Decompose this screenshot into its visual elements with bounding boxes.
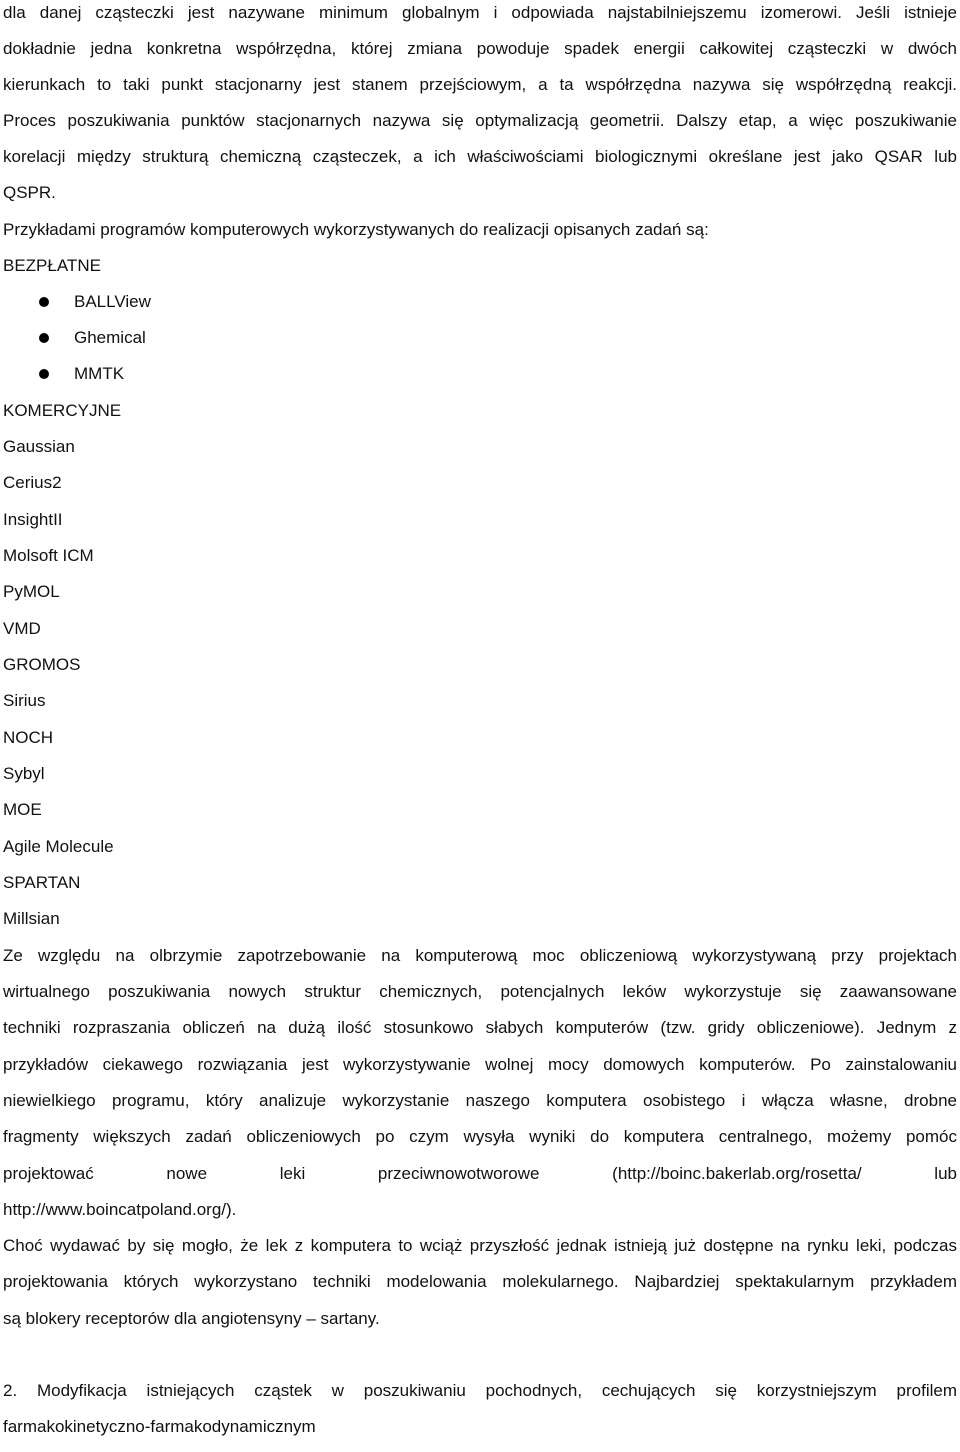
section-2-heading-line-2: farmakokinetyczno-farmakodynamicznym (3, 1417, 316, 1436)
paragraph-1-line-3: kierunkach to taki punkt stacjonarny jest stanem przejściowym, a ta współrzędna nazywa się współrzędną reakcji. (3, 75, 957, 94)
list-item-commercial-program: PyMOL (3, 582, 60, 601)
paragraph-3-line-2: projektowania których wykorzystano techniki modelowania molekularnego. Najbardziej spektakularnym przykładem (3, 1272, 957, 1291)
bullet-dot-icon (39, 297, 49, 307)
list-item-commercial-program: MOE (3, 800, 42, 819)
list-item-commercial-program: GROMOS (3, 655, 81, 674)
paragraph-2-line-2: wirtualnego poszukiwania nowych struktur chemicznych, potencjalnych leków wykorzystuje się zaawansowane (3, 982, 957, 1001)
list-item-commercial-program: Gaussian (3, 437, 75, 456)
list-item-commercial-program: VMD (3, 619, 41, 638)
bullet-dot-icon (39, 369, 49, 379)
list-item-commercial-program: InsightII (3, 510, 63, 529)
paragraph-2-line-3: techniki rozpraszania obliczeń na dużą ilość stosunkowo słabych komputerów (tzw. gridy obliczeniowe). Jednym z (3, 1018, 957, 1037)
paragraph-2-line-8: http://www.boincatpoland.org/). (3, 1200, 237, 1219)
free-program-label: Ghemical (74, 328, 146, 347)
list-item-commercial-program: NOCH (3, 728, 54, 747)
paragraph-2-line-4: przykładów ciekawego rozwiązania jest wykorzystywanie wolnej mocy domowych komputerów. Po zainstalowaniu (3, 1055, 957, 1074)
list-item-commercial-program: Agile Molecule (3, 837, 114, 856)
paragraph-3-line-3: są blokery receptorów dla angiotensyny – sartany. (3, 1309, 380, 1328)
list-item-commercial-program: Sirius (3, 691, 46, 710)
paragraph-2-line-1: Ze względu na olbrzymie zapotrzebowanie na komputerową moc obliczeniową wykorzystywaną przy projektach (3, 946, 957, 965)
paragraph-2-line-5: niewielkiego programu, który analizuje wykorzystanie naszego komputera osobistego i włącza własne, drobne (3, 1091, 957, 1110)
list-item-commercial-program: Cerius2 (3, 473, 62, 492)
paragraph-1-line-4: Proces poszukiwania punktów stacjonarnych nazywa się optymalizacją geometrii. Dalszy etap, a więc poszukiwanie (3, 111, 957, 130)
programs-intro: Przykładami programów komputerowych wykorzystywanych do realizacji opisanych zadań są: (3, 220, 709, 239)
list-item-commercial-program: Sybyl (3, 764, 45, 783)
paragraph-1-line-6: QSPR. (3, 183, 56, 202)
bullet-dot-icon (39, 333, 49, 343)
paragraph-1-line-5: korelacji między strukturą chemiczną cząsteczek, a ich właściwościami biologicznymi określane jest jako QSAR lub (3, 147, 957, 166)
section-2-heading-line-1: 2. Modyfikacja istniejących cząstek w poszukiwaniu pochodnych, cechujących się korzystniejszym profilem (3, 1381, 957, 1400)
free-program-label: BALLView (74, 292, 151, 311)
list-item-commercial-program: Molsoft ICM (3, 546, 94, 565)
paragraph-2-line-6: fragmenty większych zadań obliczeniowych po czym wysyła wyniki do komputera centralnego, możemy pomóc (3, 1127, 957, 1146)
list-item-commercial-program: Millsian (3, 909, 60, 928)
paragraph-1-line-2: dokładnie jedna konkretna współrzędna, której zmiana powoduje spadek energii całkowitej cząsteczki w dwóch (3, 39, 957, 58)
free-heading: BEZPŁATNE (3, 256, 101, 275)
commercial-heading: KOMERCYJNE (3, 401, 122, 420)
free-program-label: MMTK (74, 364, 125, 383)
paragraph-1-line-1: dla danej cząsteczki jest nazywane minimum globalnym i odpowiada najstabilniejszemu izomerowi. Jeśli istnieje (3, 3, 957, 22)
paragraph-3-line-1: Choć wydawać by się mogło, że lek z komputera to wciąż przyszłość jednak istnieją już dostępne na rynku leki, podczas (3, 1236, 957, 1255)
paragraph-2-line-7: projektować nowe leki przeciwnowotworowe (http://boinc.bakerlab.org/rosetta/ lub (3, 1164, 957, 1183)
list-item-commercial-program: SPARTAN (3, 873, 81, 892)
